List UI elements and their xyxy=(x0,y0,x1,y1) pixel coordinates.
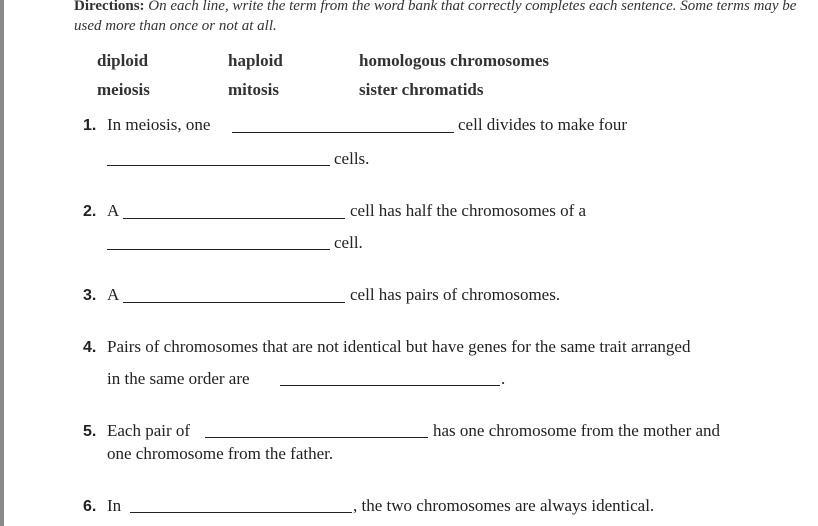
answer-blank[interactable] xyxy=(130,512,352,513)
question-text: cell. xyxy=(334,233,363,252)
question-text: , the two chromosomes are always identical. xyxy=(353,496,655,515)
page-edge-rule xyxy=(0,0,4,526)
question-text: A xyxy=(107,201,120,220)
word-bank-term: diploid xyxy=(97,51,149,70)
answer-blank[interactable] xyxy=(123,218,345,219)
question-text: one chromosome from the father. xyxy=(107,444,334,463)
question-number: 2. xyxy=(83,203,97,220)
word-bank-term: meiosis xyxy=(97,80,150,99)
question-number: 6. xyxy=(83,498,97,515)
answer-blank[interactable] xyxy=(280,385,500,386)
question-text: Pairs of chromosomes that are not identical but have genes for the same trait arranged xyxy=(107,337,691,356)
answer-blank[interactable] xyxy=(107,165,330,166)
answer-blank[interactable] xyxy=(232,132,454,133)
word-bank-term: sister chromatids xyxy=(359,80,484,99)
directions-text: On each line, write the term from the word bank that correctly completes each sentence. Some terms may be used more than once or not at all. xyxy=(74,0,797,34)
question-text: in the same order are xyxy=(107,369,250,388)
question-number: 5. xyxy=(83,423,97,440)
question-text: A xyxy=(107,285,120,304)
question-text: Each pair of xyxy=(107,421,191,440)
word-bank-term: haploid xyxy=(228,51,283,70)
question-number: 4. xyxy=(83,339,97,356)
answer-blank[interactable] xyxy=(123,302,345,303)
word-bank-term: homologous chromosomes xyxy=(359,51,549,70)
question-text: In xyxy=(107,496,122,515)
question-text: In meiosis, one xyxy=(107,115,211,134)
question-text: . xyxy=(501,369,506,388)
word-bank-term: mitosis xyxy=(228,80,279,99)
question-text: cell has half the chromosomes of a xyxy=(350,201,587,220)
question-number: 1. xyxy=(83,117,97,134)
question-text: cell has pairs of chromosomes. xyxy=(350,285,561,304)
question-text: cell divides to make four xyxy=(458,115,628,134)
answer-blank[interactable] xyxy=(107,249,330,250)
question-number: 3. xyxy=(83,287,97,304)
directions-label: Directions: xyxy=(74,0,145,14)
question-text: cells. xyxy=(334,149,370,168)
answer-blank[interactable] xyxy=(205,437,428,438)
directions xyxy=(74,0,804,36)
question-text: has one chromosome from the mother and xyxy=(433,421,721,440)
